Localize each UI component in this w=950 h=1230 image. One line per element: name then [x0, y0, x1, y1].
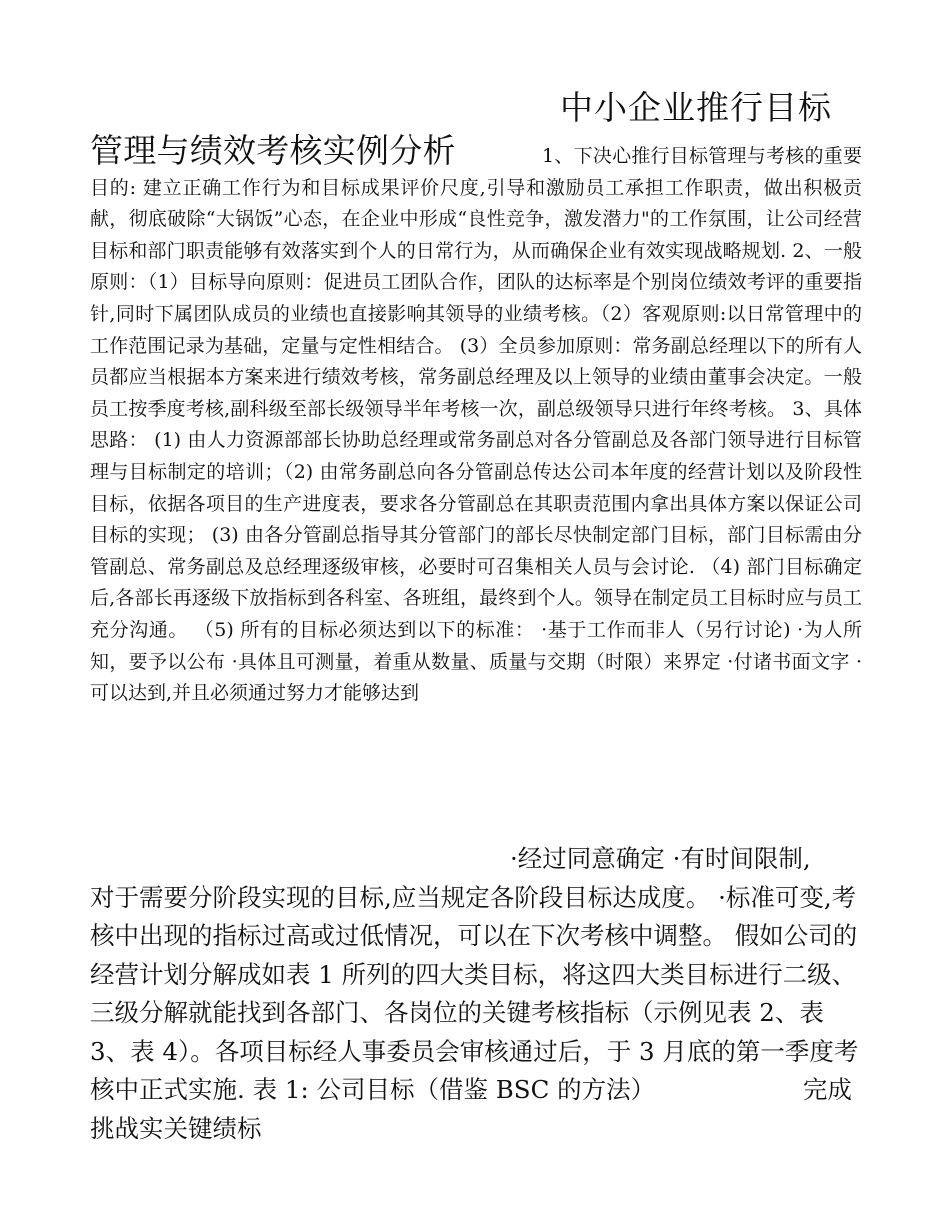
document-title-part1: 中小企业推行目标 — [560, 88, 832, 127]
table-header-fragment: 完成挑战实关键绩标 — [90, 1075, 852, 1143]
body-line-standards: ·经过同意确定 ·有时间限制, — [510, 844, 811, 873]
document-title-part2: 管理与绩效考核实例分析 — [90, 131, 456, 170]
document-body-section2 — [90, 840, 862, 1148]
body-paragraph-1: 1、下决心推行目标管理与考核的重要目的: 建立正确工作行为和目标成果评价尺度,引导和激励员工承担工作职责，做出积极贡献，彻底破除“大锅饭”心态，在企业中形成“良性竞争，激发潜力"的工作氛围，让公司经营目标和部门职责能够有效落实到个人的日常行为，从而确保企业有效实现战略规划. 2、一般原则：（1）目标导向原则：促进员工团队合作，团队的达标率是个别岗位绩效考评的重要指针,同时下属团队成员的业绩也直接影响其领导的业绩考核。（2）客观原则:以日常管理中的工作范围记录为基础，定量与定性相结合。 (3）全员参加原则：常务副总经理以下的所有人员都应当根据本方案来进行绩效考核，常务副总经理及以上领导的业绩由董事会决定。一般员工按季度考核,副科级至部长级领导半年考核一次，副总级领导只进行年终考核。 3、具体思路： (1) 由人力资源部部长协助总经理或常务副总对各分管副总及各部门领导进行目标管理与目标制定的培训；（2) 由常务副总向各分管副总传达公司本年度的经营计划以及阶段性目标，依据各项目的生产进度表，要求各分管副总在其职责范围内拿出具体方案以保证公司目标的实现； (3) 由各分管副总指导其分管部门的部长尽快制定部门目标，部门目标需由分管副总、常务副总及总经理逐级审核，必要时可召集相关人员与会讨论. （4) 部门目标确定后,各部长再逐级下放指标到各科室、各班组，最终到个人。领导在制定员工目标时应与员工充分沟通。 （5) 所有的目标必须达到以下的标准： ·基于工作而非人（另行讨论) ·为人所知，要予以公布 ·具体且可测量，着重从数量、质量与交期（时限）来界定 ·付诸书面文字 ·可以达到,并且必须通过努力才能够达到 — [90, 145, 863, 705]
body-paragraph-2: 对于需要分阶段实现的目标,应当规定各阶段目标达成度。 ·标准可变,考核中出现的指标过高或过低情况，可以在下次考核中调整。 假如公司的经营计划分解成如表 1 所列的四大类目标，将这四大类目标进行二级、三级分解就能找到各部门、各岗位的关键考核指标（示例见表 2、表 3、表 4）。各项目标经人事委员会审核通过后，于 3 月底的第一季度考核中正式实施. 表 1: 公司目标（借鉴 BSC 的方法） — [90, 882, 859, 1104]
document-body-section1 — [90, 131, 863, 710]
